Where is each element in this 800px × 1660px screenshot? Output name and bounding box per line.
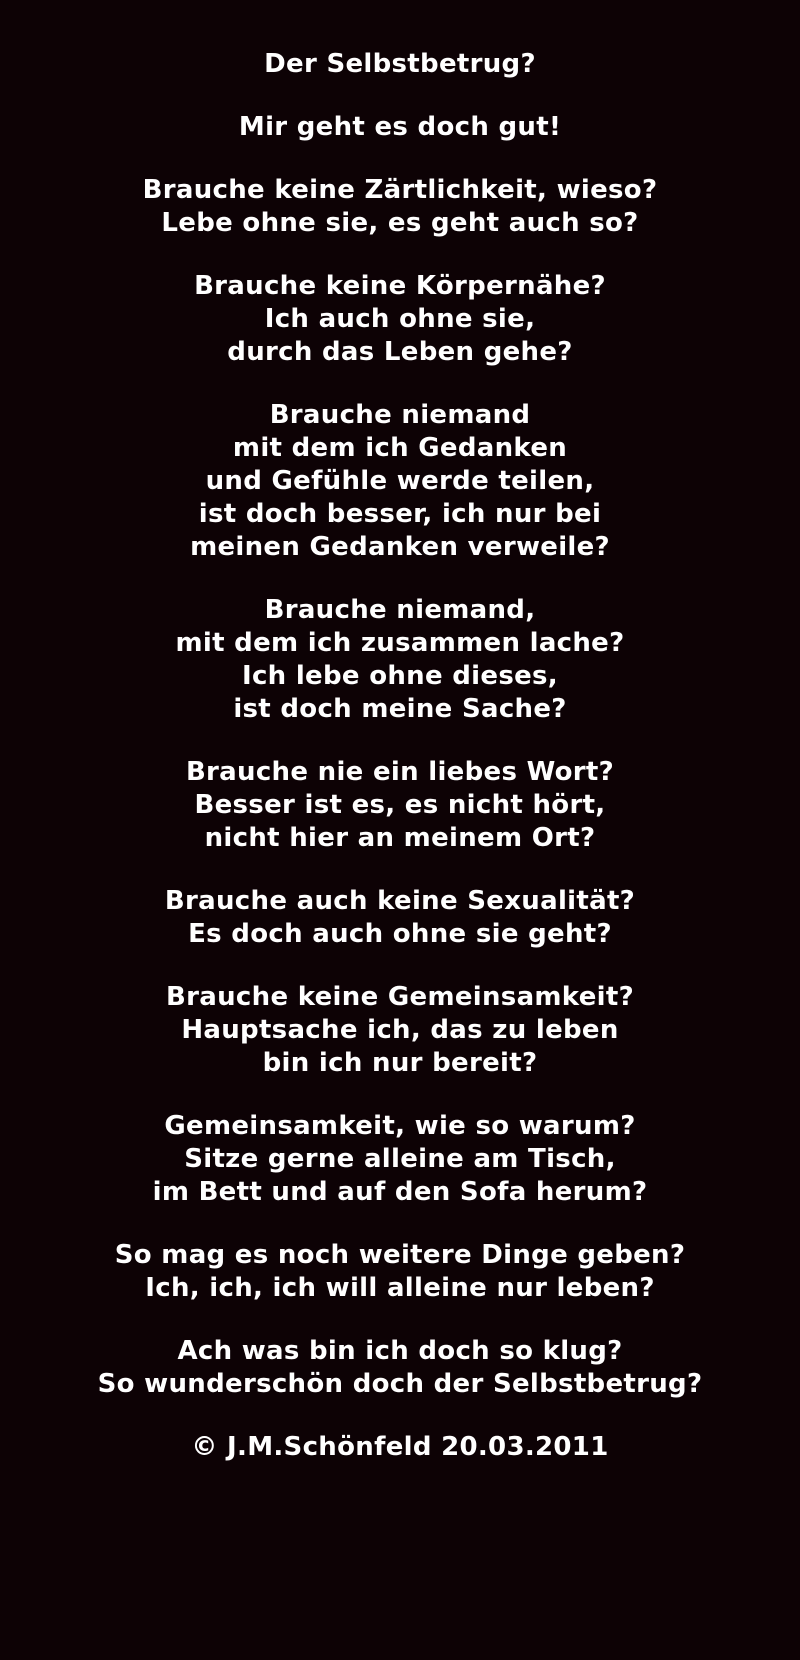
poem-title-block [20,48,780,81]
poem-line: Mir geht es doch gut! [238,112,562,142]
poem-stanza [20,1335,780,1401]
poem-line: meinen Gedanken verweile? [190,532,610,562]
poem-line: Brauche keine Zärtlichkeit, wieso? [142,175,658,205]
poem-line: ist doch besser, ich nur bei [198,499,602,529]
poem-stanza [20,174,780,240]
poem-line: Ich, ich, ich will alleine nur leben? [145,1273,655,1303]
poem-line: Gemeinsamkeit, wie so warum? [164,1111,636,1141]
poem-line: Brauche nie ein liebes Wort? [185,757,615,787]
poem-line: Sitze gerne alleine am Tisch, [184,1144,616,1174]
poem-line: mit dem ich Gedanken [232,433,568,463]
poem-stanza [20,885,780,951]
poem-line: nicht hier an meinem Ort? [204,823,596,853]
poem-line: bin ich nur bereit? [262,1048,538,1078]
poem-stanza [20,981,780,1080]
poem-line: Brauche keine Körpernähe? [194,271,606,301]
poem-line: Hauptsache ich, das zu leben [181,1015,619,1045]
poem-stanza [20,399,780,564]
poem-line: So mag es noch weitere Dinge geben? [114,1240,686,1270]
poem-line: So wunderschön doch der Selbstbetrug? [97,1369,703,1399]
poem-stanza [20,111,780,144]
poem-line: Brauche keine Gemeinsamkeit? [166,982,634,1012]
poem-line: im Bett und auf den Sofa herum? [152,1177,648,1207]
poem-credit-block [20,1431,780,1464]
poem-stanza [20,1239,780,1305]
poem-line: ist doch meine Sache? [233,694,567,724]
poem-line: Es doch auch ohne sie geht? [188,919,612,949]
poem-line: Ach was bin ich doch so klug? [177,1336,623,1366]
poem-line: Lebe ohne sie, es geht auch so? [161,208,639,238]
poem-stanza [20,594,780,726]
poem-line: Ich auch ohne sie, [264,304,536,334]
poem-line: Besser ist es, es nicht hört, [194,790,606,820]
author-credit: © J.M.Schönfeld 20.03.2011 [191,1432,609,1462]
poem-line: Brauche niemand, [264,595,536,625]
poem-title: Der Selbstbetrug? [264,49,536,79]
poem-stanza [20,270,780,369]
poem-stanza [20,756,780,855]
poem-line: Brauche auch keine Sexualität? [164,886,636,916]
poem-stanza [20,1110,780,1209]
poem-line: mit dem ich zusammen lache? [175,628,625,658]
poem-line: Ich lebe ohne dieses, [242,661,558,691]
poem-line: durch das Leben gehe? [227,337,573,367]
poem-line: Brauche niemand [269,400,531,430]
poem-line: und Gefühle werde teilen, [205,466,595,496]
